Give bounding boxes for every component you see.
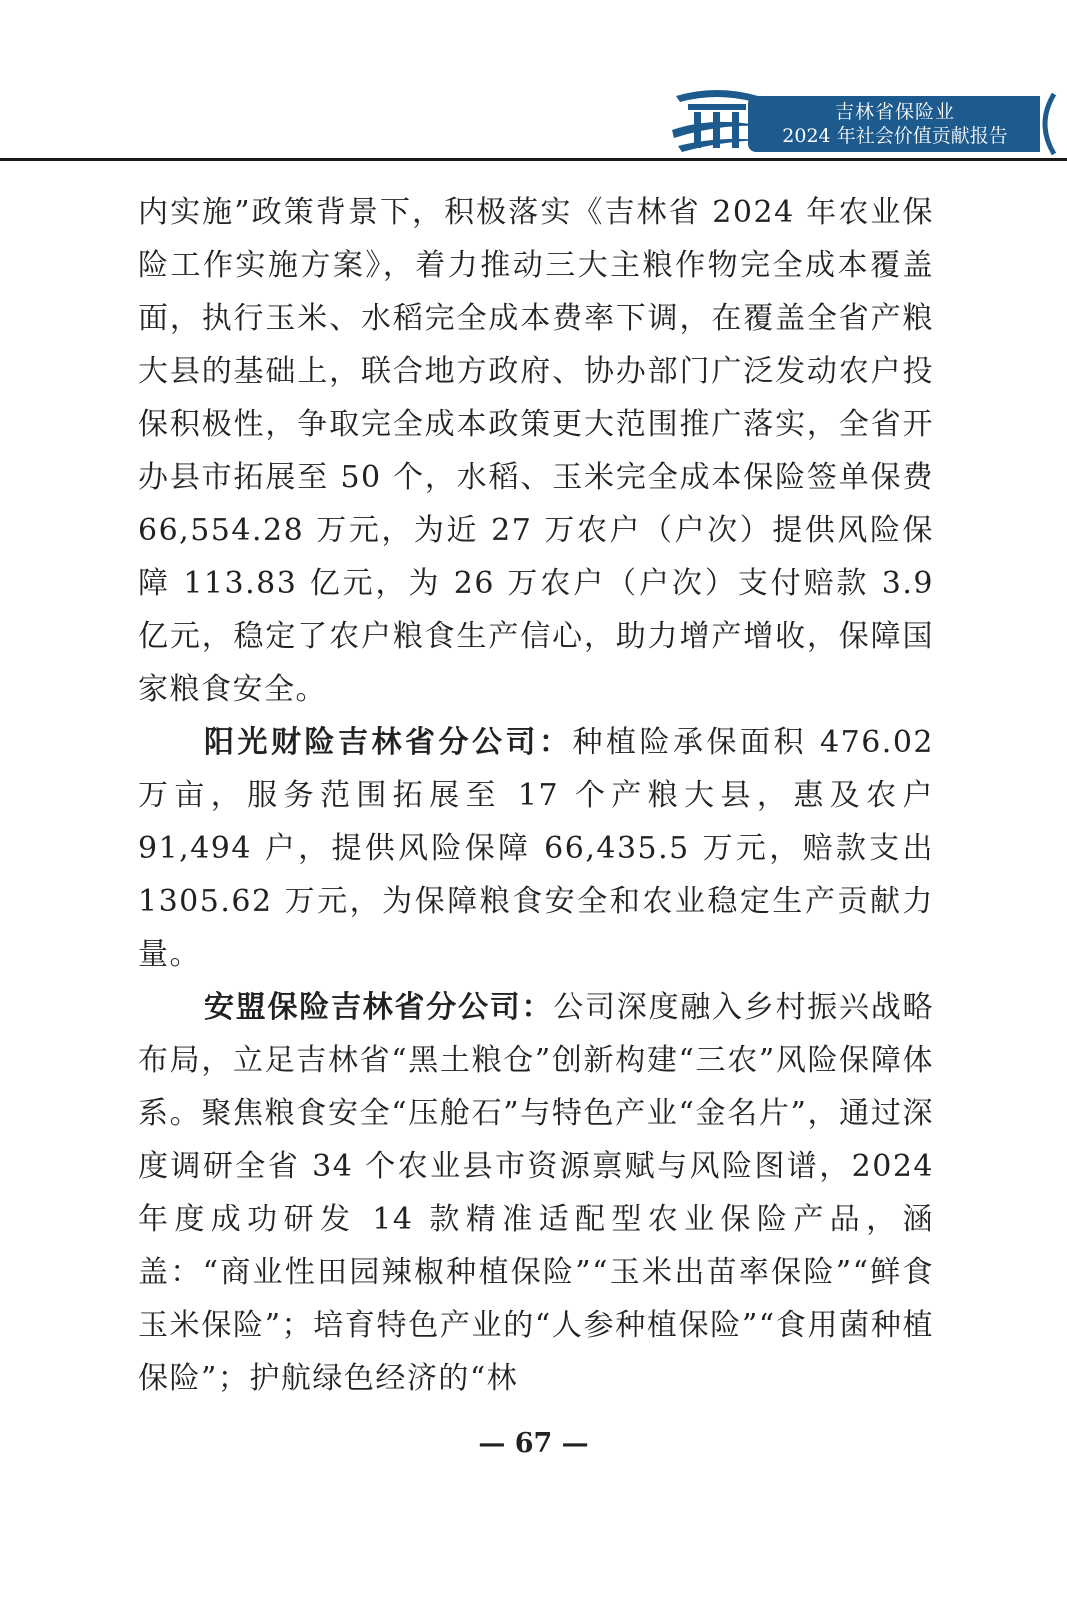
report-title-line1: 吉林省保险业 <box>834 101 955 123</box>
page-header <box>0 0 1067 165</box>
company-name: 阳光财险吉林省分公司： <box>204 725 573 760</box>
paragraph-text: 公司深度融入乡村振兴战略布局，立足吉林省“黑土粮仓”创新构建“三农”风险保障体系。聚焦粮食安全“压舱石”与特色产业“金名片”，通过深度调研全省 34 个农业县市资源禀赋与风险图谱，2024 年度成功研发 14 款精准适配型农业保险产品，涵盖：“商业性田园辣椒种植保险”“玉米出苗率保险”“鲜食玉米保险”；培育特色产业的“人参种植保险”“食用菌种植保险”；护航绿色经济的“林 <box>138 990 934 1396</box>
paragraph-text: 种植险承保面积 476.02 万亩，服务范围拓展至 17 个产粮大县，惠及农户 91,494 户，提供风险保障 66,435.5 万元，赔款支出 1305.62 万元，为保障粮食安全和农业稳定生产贡献力量。 <box>138 725 935 972</box>
paragraph-text: 内实施”政策背景下，积极落实《吉林省 2024 年农业保险工作实施方案》，着力推动三大主粮作物完全成本覆盖面，执行玉米、水稻完全成本费率下调，在覆盖全省产粮大县的基础上，联合地方政府、协办部门广泛发动农户投保积极性，争取完全成本政策更大范围推广落实，全省开办县市拓展至 50 个，水稻、玉米完全成本保险签单保费 66,554.28 万元，为近 27 万农户（户次）提供风险保障 113.83 亿元，为 26 万农户（户次）支付赔款 3.9 亿元，稳定了农户粮食生产信心，助力增产增收，保障国家粮食安全。 <box>138 195 934 707</box>
banner-arc-decoration <box>1032 92 1062 156</box>
company-name: 安盟保险吉林省分公司： <box>204 990 554 1025</box>
paragraph-continued <box>138 186 934 716</box>
paragraph-sunshine-insurance <box>138 716 934 981</box>
report-title-line2: 2024 年社会价值贡献报告 <box>782 125 1008 147</box>
header-divider <box>0 158 1067 161</box>
paragraph-groupama-insurance <box>138 981 934 1405</box>
page-number: — 67 — <box>478 1428 589 1459</box>
body-text <box>138 186 934 1405</box>
